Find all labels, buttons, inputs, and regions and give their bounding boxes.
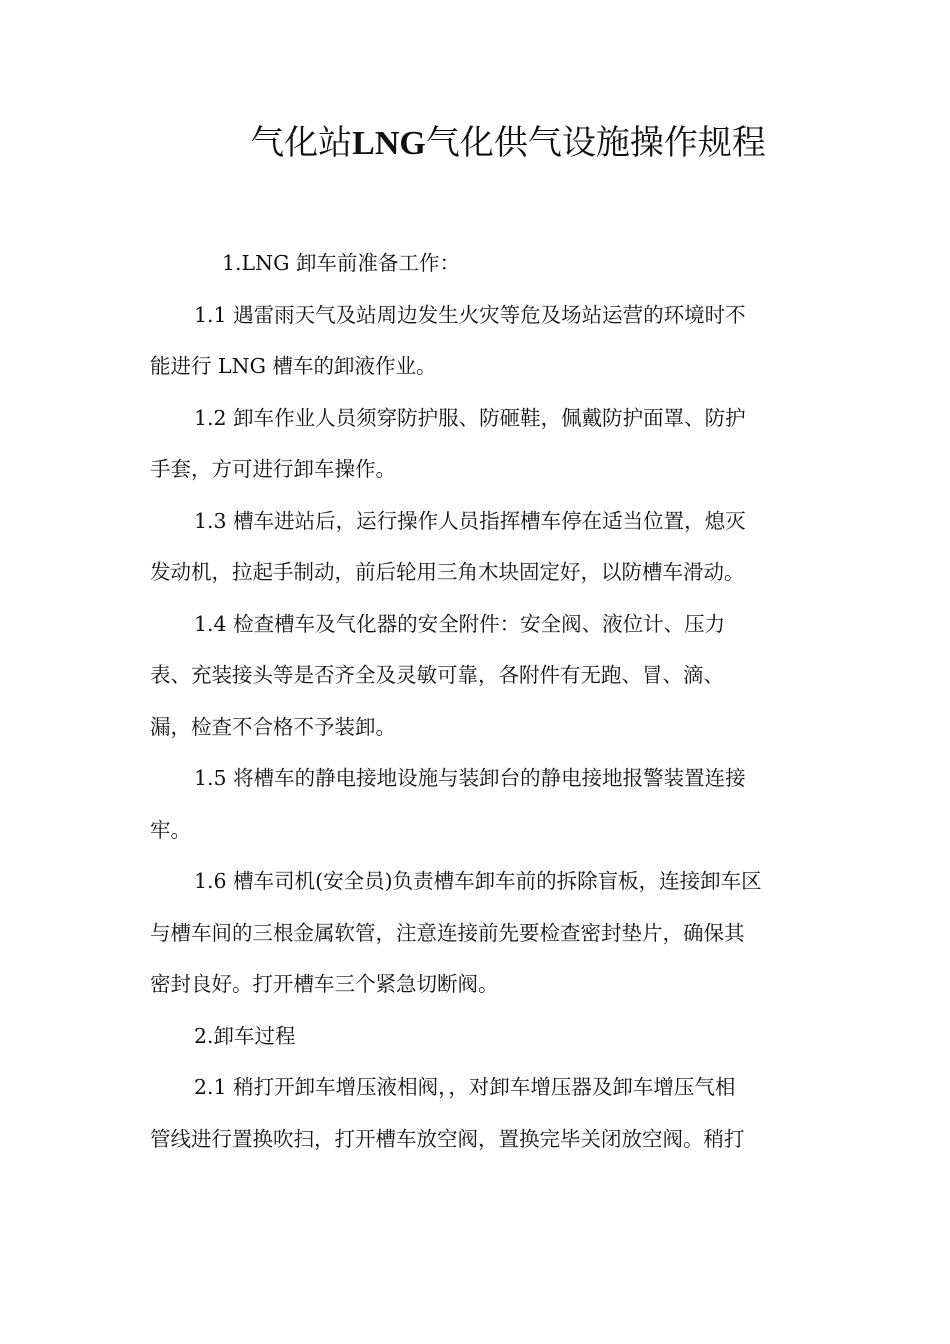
title-part-3: 气化供气设施操作规程 xyxy=(425,123,766,163)
paragraph-1-6-line-2: 与槽车间的三根金属软管，注意连接前先要检查密封垫片，确保其 xyxy=(150,920,745,945)
page-title xyxy=(0,118,950,169)
paragraph-1-4-line-3: 漏，检查不合格不予装卸。 xyxy=(150,714,396,739)
paragraph-1-6-line-1: 1.6 槽车司机(安全员)负责槽车卸车前的拆除盲板，连接卸车区 xyxy=(194,869,762,893)
title-part-1: 气化站 xyxy=(250,123,353,163)
paragraph-1-1-line-1: 1.1 遇雷雨天气及站周边发生火灾等危及场站运营的环境时不 xyxy=(194,302,746,327)
paragraph-1-1-line-2: 能进行 LNG 槽车的卸液作业。 xyxy=(150,354,437,378)
paragraph-2-1-line-2: 管线进行置换吹扫，打开槽车放空阀，置换完毕关闭放空阀。稍打 xyxy=(150,1126,745,1151)
section-heading-1: 1.LNG 卸车前准备工作： xyxy=(222,251,461,275)
paragraph-1-3-line-2: 发动机，拉起手制动，前后轮用三角木块固定好，以防槽车滑动。 xyxy=(150,560,745,584)
paragraph-1-4-line-1: 1.4 检查槽车及气化器的安全附件：安全阀、液位计、压力 xyxy=(194,611,726,636)
document-body xyxy=(150,238,810,1165)
paragraph-1-6-line-3: 密封良好。打开槽车三个紧急切断阀。 xyxy=(150,972,499,996)
paragraph-1-5-line-1: 1.5 将槽车的静电接地设施与装卸台的静电接地报警装置连接 xyxy=(194,766,746,790)
paragraph-1-5-line-2: 牢。 xyxy=(150,817,191,842)
paragraph-1-2-line-1: 1.2 卸车作业人员须穿防护服、防砸鞋，佩戴防护面罩、防护 xyxy=(194,405,746,430)
title-part-2: LNG xyxy=(352,125,426,162)
paragraph-1-2-line-2: 手套，方可进行卸车操作。 xyxy=(150,457,396,481)
paragraph-2-1-line-1: 2.1 稍打开卸车增压液相阀，，对卸车增压器及卸车增压气相 xyxy=(194,1075,736,1099)
section-heading-2: 2.卸车过程 xyxy=(194,1023,296,1048)
paragraph-1-4-line-2: 表、充装接头等是否齐全及灵敏可靠，各附件有无跑、冒、滴、 xyxy=(150,663,724,687)
paragraph-1-3-line-1: 1.3 槽车进站后，运行操作人员指挥槽车停在适当位置，熄灭 xyxy=(194,508,746,533)
